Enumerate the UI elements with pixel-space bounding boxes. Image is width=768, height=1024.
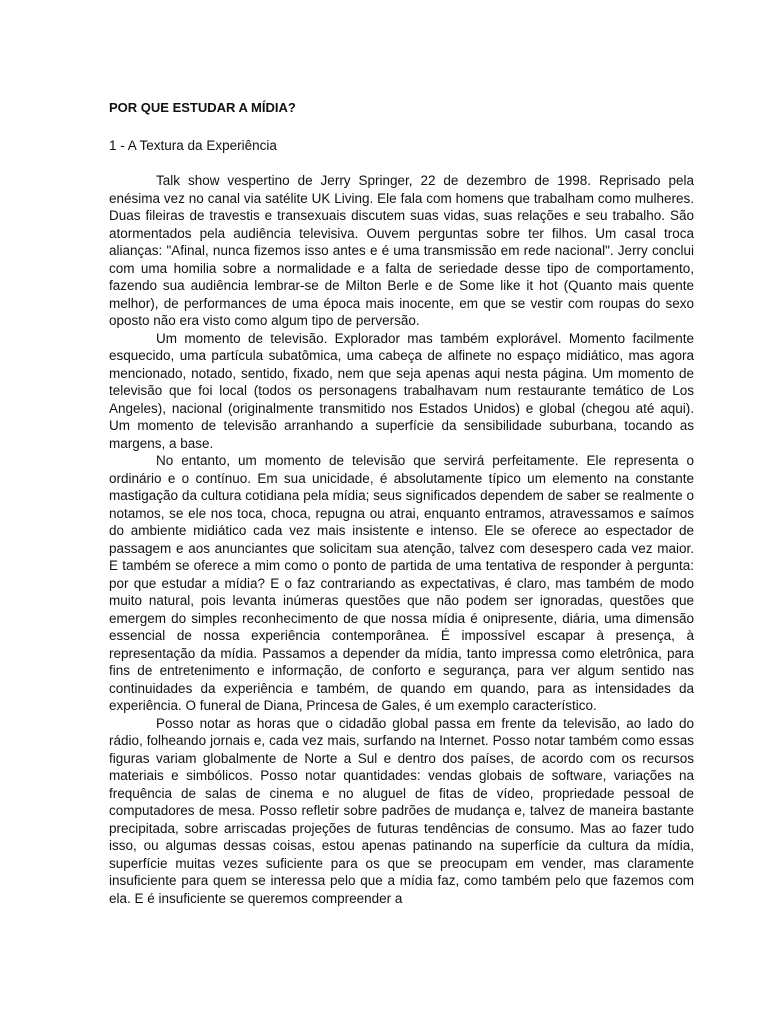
paragraph: Talk show vespertino de Jerry Springer, 22 de dezembro de 1998. Reprisado pela enésima vez no canal via satélite UK Living. Ele fala com homens que trabalham como mulheres. Duas fileiras de travestis e transexuais discutem suas vidas, suas relações e seu trabalho. São atormentados pela audiência televisiva. Ouvem perguntas sobre ter filhos. Um casal troca alianças: "Afinal, nunca fizemos isso antes e é uma transmissão em rede nacional". Jerry conclui com uma homilia sobre a normalidade e a falta de seriedade desse tipo de comportamento, fazendo sua audiência lembrar-se de Milton Berle e de Some like it hot (Quanto mais quente melhor), de performances de uma época mais inocente, em que se vestir com roupas do sexo oposto não era visto como algum tipo de perversão. <box>109 173 694 328</box>
section-heading: 1 - A Textura da Experiência <box>109 138 277 153</box>
document-title: POR QUE ESTUDAR A MÍDIA? <box>109 100 296 115</box>
paragraph: No entanto, um momento de televisão que servirá perfeitamente. Ele representa o ordinário e o contínuo. Em sua unicidade, é absolutamente típico um elemento na constante mastigação da cultura cotidiana pela mídia; seus significados dependem de saber se realmente o notamos, se ele nos toca, choca, repugna ou atrai, enquanto entramos, atravessamos e saímos do ambiente midiático cada vez mais insistente e intenso. Ele se oferece ao espectador de passagem e aos anunciantes que solicitam sua atenção, talvez com desespero cada vez maior. E também se oferece a mim como o ponto de partida de uma tentativa de responder à pergunta: por que estudar a mídia? E o faz contrariando as expectativas, é claro, mas também de modo muito natural, pois levanta inúmeras questões que não podem ser ignoradas, questões que emergem do simples reconhecimento de que nossa mídia é onipresente, diária, uma dimensão essencial de nossa experiência contemporânea. É impossível escapar à presença, à representação da mídia. Passamos a depender da mídia, tanto impressa como eletrônica, para fins de entretenimento e informação, de conforto e segurança, para ver algum sentido nas continuidades da experiência e também, de quando em quando, para as intensidades da experiência. O funeral de Diana, Princesa de Gales, é um exemplo característico. <box>109 453 694 713</box>
document-body <box>109 99 694 907</box>
paragraph: Um momento de televisão. Explorador mas também explorável. Momento facilmente esquecido, uma partícula subatômica, uma cabeça de alfinete no espaço midiático, mas agora mencionado, notado, sentido, fixado, nem que seja apenas aqui nesta página. Um momento de televisão que foi local (todos os personagens trabalhavam num restaurante temático de Los Angeles), nacional (originalmente transmitido nos Estados Unidos) e global (chegou até aqui). Um momento de televisão arranhando a superfície da sensibilidade suburbana, tocando as margens, a base. <box>109 330 694 451</box>
paragraph: Posso notar as horas que o cidadão global passa em frente da televisão, ao lado do rádio, folheando jornais e, cada vez mais, surfando na Internet. Posso notar também como essas figuras variam globalmente de Norte a Sul e dentro dos países, de acordo com os recursos materiais e simbólicos. Posso notar quantidades: vendas globais de software, variações na frequência de salas de cinema e no aluguel de fitas de vídeo, propriedade pessoal de computadores de mesa. Posso refletir sobre padrões de mudança e, talvez de maneira bastante precipitada, sobre arriscadas projeções de futuras tendências de consumo. Mas ao fazer tudo isso, ou algumas dessas coisas, estou apenas patinando na superfície da cultura da mídia, superfície muitas vezes suficiente para os que se preocupam em vender, mas claramente insuficiente para quem se interessa pelo que a mídia faz, como também pelo que fazemos com ela. E é insuficiente se queremos compreender a <box>109 715 694 906</box>
